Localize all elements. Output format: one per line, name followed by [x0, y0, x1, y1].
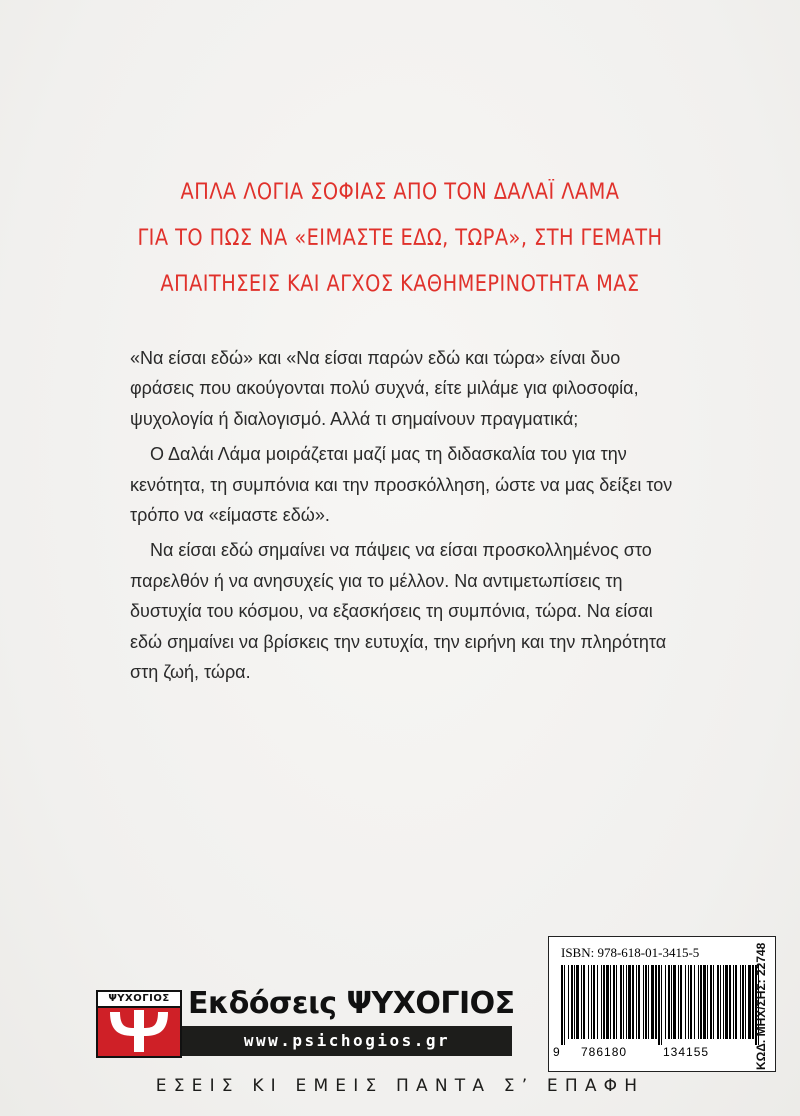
blurb-paragraph: Να είσαι εδώ σημαίνει να πάψεις να είσαι προσκολλημένος στο παρελθόν ή να ανησυχείς για το μέλλον. Να αντιμετωπίσεις τη δυστυχία του κόσμου, να εξασκήσεις τη συμπόνια, τώρα. Να είσαι εδώ σημαίνει να βρίσκεις την ευτυχία, την ειρήνη και την πληρότητα στη ζωή, τώρα.: [130, 540, 667, 683]
ean-left-digits: 786180: [581, 1045, 628, 1059]
barcode-bar: [645, 965, 647, 1039]
barcode-bar: [678, 965, 679, 1039]
barcode-bar: [628, 965, 631, 1039]
tagline: ΕΣΕΙΣ ΚΙ ΕΜΕΙΣ ΠΑΝΤΑ Σ’ ΕΠΑΦΗ: [155, 1076, 645, 1096]
barcode-bar: [723, 965, 724, 1039]
barcode-bar: [606, 965, 609, 1039]
barcode-bar: [694, 965, 695, 1039]
product-code: ΚΩΔ. ΜΗΧ/ΣΗΣ: 22748: [754, 942, 768, 1070]
barcode-bar: [745, 965, 746, 1039]
barcode-bar: [603, 965, 605, 1039]
barcode-bar: [685, 965, 686, 1039]
ean-right-digits: 134155: [663, 1045, 710, 1059]
barcode-bar: [583, 965, 585, 1039]
barcode-bar: [661, 965, 662, 1045]
barcode-bar: [673, 965, 676, 1039]
barcode-bar: [680, 965, 682, 1039]
barcode-bar: [610, 965, 611, 1039]
barcode-bar: [620, 965, 622, 1039]
barcode-bar: [700, 965, 702, 1039]
barcode-bar: [643, 965, 644, 1039]
barcode-bar: [632, 965, 634, 1039]
barcode-box: [548, 936, 776, 1072]
publisher-url[interactable]: www.psichogios.gr: [182, 1026, 512, 1056]
barcode-bar: [690, 965, 692, 1039]
barcode-bar: [698, 965, 699, 1039]
headline-line: ΑΠΛΑ ΛΟΓΙΑ ΣΟΦΙΑΣ ΑΠΟ ΤΟΝ ΔΑΛΑΪ ΛΑΜΑ: [180, 180, 620, 205]
barcode-bar: [668, 965, 670, 1039]
barcode-bars: [561, 965, 761, 1045]
ean-first-digit: 9: [553, 1045, 560, 1059]
barcode-bar: [651, 965, 654, 1039]
barcode-bar: [581, 965, 582, 1039]
barcode-bar: [729, 965, 731, 1039]
barcode-bar: [636, 965, 637, 1039]
barcode-bar: [717, 965, 719, 1039]
barcode-bar: [703, 965, 706, 1039]
barcode-bar: [688, 965, 689, 1039]
barcode-bar: [626, 965, 627, 1039]
barcode-bar: [564, 965, 565, 1045]
barcode-bar: [591, 965, 592, 1039]
barcode-bar: [593, 965, 595, 1039]
barcode-bar: [613, 965, 615, 1039]
barcode-bar: [638, 965, 640, 1039]
isbn-label: ISBN: 978-618-01-3415-5: [561, 945, 700, 960]
barcode-bar: [568, 965, 569, 1039]
headline: [48, 170, 752, 308]
barcode-bar: [648, 965, 649, 1039]
barcode-bar: [616, 965, 617, 1039]
barcode-bar: [725, 965, 728, 1039]
barcode-bar: [748, 965, 751, 1039]
barcode-bar: [707, 965, 708, 1039]
blurb: [130, 343, 680, 687]
publisher-logo: [96, 990, 182, 1058]
barcode-bar: [623, 965, 624, 1039]
barcode-bar: [574, 965, 575, 1039]
blurb-paragraph: «Να είσαι εδώ» και «Να είσαι παρών εδώ και τώρα» είναι δυο φράσεις που ακούγονται πολύ συχνά, είτε μιλάμε για φιλοσοφία, ψυχολογία ή διαλογισμό. Αλλά τι σημαίνουν πραγματικά;: [130, 348, 639, 429]
headline-line: ΓΙΑ ΤΟ ΠΩΣ ΝΑ «ΕΙΜΑΣΤΕ ΕΔΩ, ΤΩΡΑ», ΣΤΗ ΓΕΜΑΤΗ: [137, 226, 663, 251]
barcode-bar: [733, 965, 734, 1039]
barcode-bar: [713, 965, 714, 1039]
barcode-bar: [655, 965, 657, 1039]
barcode-bar: [571, 965, 573, 1039]
barcode-bar: [561, 965, 563, 1045]
barcode-bar: [601, 965, 602, 1039]
publisher-name: Εκδόσεις ΨΥΧΟΓΙΟΣ: [188, 986, 515, 1021]
barcode-bar: [576, 965, 579, 1039]
psi-icon: [98, 1006, 180, 1056]
logo-text: ΨΥΧΟΓΙΟΣ: [98, 992, 180, 1008]
barcode-bar: [588, 965, 589, 1039]
barcode-bar: [742, 965, 744, 1039]
barcode-bar: [671, 965, 672, 1039]
barcode-bar: [665, 965, 666, 1039]
barcode-bar: [735, 965, 737, 1039]
headline-line: ΑΠΑΙΤΗΣΕΙΣ ΚΑΙ ΑΓΧΟΣ ΚΑΘΗΜΕΡΙΝΟΤΗΤΑ ΜΑΣ: [160, 272, 640, 297]
barcode-bar: [658, 965, 660, 1045]
barcode-bar: [740, 965, 741, 1039]
barcode-bar: [720, 965, 721, 1039]
barcode-bar: [597, 965, 598, 1039]
blurb-paragraph: Ο Δαλάι Λάμα μοιράζεται μαζί μας τη διδασκαλία του για την κενότητα, τη συμπόνια και την προσκόλληση, ώστε να μας δείξει τον τρόπο να «είμαστε εδώ».: [130, 444, 673, 526]
barcode-bar: [710, 965, 712, 1039]
